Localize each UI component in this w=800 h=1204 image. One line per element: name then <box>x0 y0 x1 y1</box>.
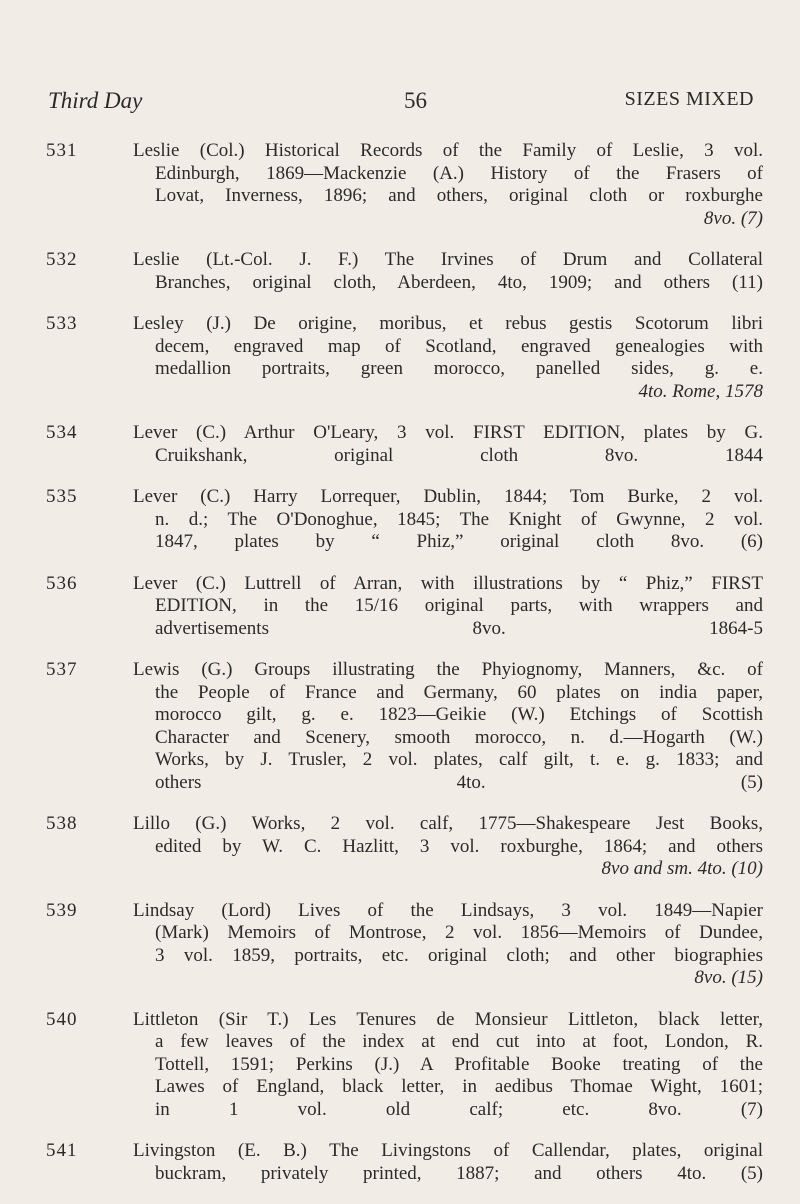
lot-number: 541 <box>46 1140 78 1161</box>
lot-entry <box>0 1009 800 1122</box>
lot-line: Littleton (Sir T.) Les Tenures de Monsieur Littleton, black letter, <box>133 1008 763 1030</box>
lot-description <box>133 422 763 467</box>
lot-line: Leslie (Lt.-Col. J. F.) The Irvines of Drum and Collateral <box>133 249 763 270</box>
lot-entry <box>0 900 800 990</box>
lot-line: Lever (C.) Luttrell of Arran, with illustrations by “ Phiz,” FIRST <box>133 572 763 594</box>
lot-format: 8vo. (15) <box>694 967 763 988</box>
lot-line: morocco gilt, g. e. 1823—Geikie (W.) Etchings of Scottish <box>155 704 763 725</box>
lot-description <box>133 813 763 881</box>
lot-line: Branches, original cloth, Aberdeen, 4to, 1909; and others (11) <box>155 271 763 293</box>
lot-line: Lever (C.) Harry Lorrequer, Dublin, 1844; Tom Burke, 2 vol. <box>133 486 763 507</box>
lot-number: 535 <box>46 486 78 507</box>
lot-line: the People of France and Germany, 60 plates on india paper, <box>155 681 763 703</box>
lot-line: in 1 vol. old calf; etc. 8vo. (7) <box>155 1098 763 1120</box>
lot-number: 539 <box>46 899 78 921</box>
lot-line: buckram, privately printed, 1887; and others 4to. (5) <box>155 1162 763 1184</box>
page-header <box>48 88 754 118</box>
lot-line: Works, by J. Trusler, 2 vol. plates, calf gilt, t. e. g. 1833; and <box>155 749 763 770</box>
lot-entry <box>0 140 800 230</box>
lot-line: Cruikshank, original cloth 8vo. 1844 <box>155 444 763 466</box>
lot-format: 4to. Rome, 1578 <box>638 380 763 402</box>
lot-line: a few leaves of the index at end cut into at foot, London, R. <box>155 1031 763 1052</box>
lot-entry <box>0 422 800 467</box>
lot-description <box>133 659 763 794</box>
lot-line: 3 vol. 1859, portraits, etc. original cloth; and other biographies <box>155 944 763 966</box>
lot-entry <box>0 249 800 294</box>
running-head-right: SIZES MIXED <box>624 88 754 110</box>
lot-number: 533 <box>46 313 78 334</box>
lot-line: (Mark) Memoirs of Montrose, 2 vol. 1856—Memoirs of Dundee, <box>155 922 763 943</box>
lot-description <box>133 1009 763 1122</box>
lot-entry <box>0 313 800 403</box>
lot-entry <box>0 573 800 641</box>
lot-line: Lillo (G.) Works, 2 vol. calf, 1775—Shakespeare Jest Books, <box>133 813 763 834</box>
lot-format: 8vo. (7) <box>703 207 763 229</box>
lot-line: Lewis (G.) Groups illustrating the Phyiognomy, Manners, &c. of <box>133 659 763 680</box>
lot-line: medallion portraits, green morocco, panelled sides, g. e. <box>155 358 763 379</box>
lot-description <box>133 249 763 294</box>
lot-line: Tottell, 1591; Perkins (J.) A Profitable Booke treating of the <box>155 1053 763 1075</box>
lot-line: Leslie (Col.) Historical Records of the Family of Leslie, 3 vol. <box>133 140 763 161</box>
lot-line: Lesley (J.) De origine, moribus, et rebus gestis Scotorum libri <box>133 313 763 334</box>
lot-description <box>133 1140 763 1185</box>
lot-description <box>133 313 763 403</box>
lot-line: EDITION, in the 15/16 original parts, with wrappers and <box>155 595 763 616</box>
lot-line: Lawes of England, black letter, in aedibus Thomae Wight, 1601; <box>155 1076 763 1097</box>
lot-line: Livingston (E. B.) The Livingstons of Callendar, plates, original <box>133 1140 763 1161</box>
lot-list <box>0 140 800 1204</box>
lot-number: 540 <box>46 1008 78 1030</box>
lot-line: Character and Scenery, smooth morocco, n. d.—Hogarth (W.) <box>155 726 763 748</box>
lot-description <box>133 573 763 641</box>
lot-line: 1847, plates by “ Phiz,” original cloth 8vo. (6) <box>155 531 763 552</box>
lot-line: Edinburgh, 1869—Mackenzie (A.) History of the Frasers of <box>155 162 763 184</box>
lot-entry <box>0 1140 800 1185</box>
lot-line: decem, engraved map of Scotland, engraved genealogies with <box>155 335 763 357</box>
lot-number: 532 <box>46 249 78 270</box>
lot-line: others 4to. (5) <box>155 771 763 793</box>
lot-entry <box>0 486 800 554</box>
lot-entry <box>0 659 800 794</box>
lot-number: 536 <box>46 572 78 594</box>
lot-line: edited by W. C. Hazlitt, 3 vol. roxburghe, 1864; and others <box>155 835 763 857</box>
running-head-left: Third Day <box>48 88 143 113</box>
lot-description <box>133 140 763 230</box>
lot-entry <box>0 813 800 881</box>
lot-line: advertisements 8vo. 1864-5 <box>155 617 763 639</box>
lot-line: n. d.; The O'Donoghue, 1845; The Knight of Gwynne, 2 vol. <box>155 508 763 530</box>
lot-number: 538 <box>46 813 78 834</box>
lot-format: 8vo and sm. 4to. (10) <box>601 858 763 879</box>
lot-description <box>133 486 763 554</box>
page-number: 56 <box>404 88 427 113</box>
lot-number: 534 <box>46 422 78 443</box>
lot-description <box>133 900 763 990</box>
lot-number: 531 <box>46 140 78 161</box>
lot-line: Lindsay (Lord) Lives of the Lindsays, 3 vol. 1849—Napier <box>133 899 763 921</box>
lot-number: 537 <box>46 659 78 680</box>
lot-line: Lovat, Inverness, 1896; and others, original cloth or roxburghe <box>155 185 763 206</box>
lot-line: Lever (C.) Arthur O'Leary, 3 vol. FIRST EDITION, plates by G. <box>133 422 763 443</box>
